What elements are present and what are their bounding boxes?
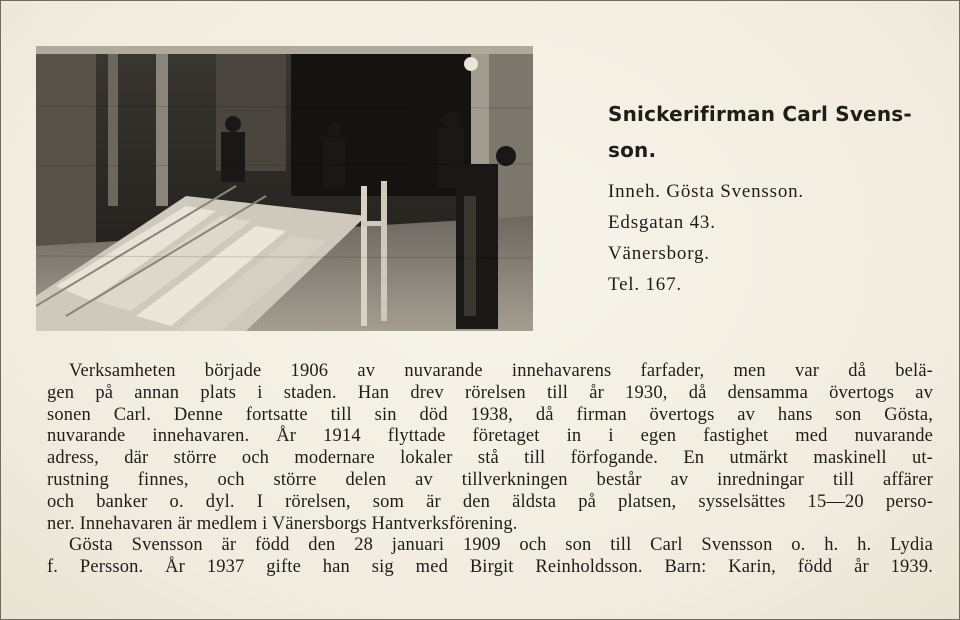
text-line: f. Persson. År 1937 gifte han sig med Birgit Reinholdsson. Barn: Karin, född år 1939. [47,557,933,578]
text-line: Gösta Svensson är född den 28 januari 1909 och son till Carl Svensson o. h. h. Lydia [69,535,933,556]
text-line: rustning finnes, och större delen av tillverkningen består av inredningar till affärer [47,469,933,490]
text-line: gen på annan plats i staden. Han drev rörelsen till år 1930, då densamma övertogs av [47,382,933,403]
company-title [608,96,938,168]
text-line: Verksamheten började 1906 av nuvarande innehavarens farfader, men var då belä- [69,361,933,381]
city-line: Vänersborg. [608,243,710,264]
owner-line: Inneh. Gösta Svensson. [608,181,804,202]
company-description [47,361,933,579]
text-line: ner. Innehavaren är medlem i Vänersborgs Hantverksförening. [47,513,518,534]
text-line: sonen Carl. Denne fortsatte till sin död 1938, då firman övertogs av hans son Gösta, [47,404,933,425]
company-title-line-2: son. [608,138,657,162]
workshop-photo [36,46,533,331]
company-header [608,96,938,300]
text-line: adress, där större och modernare lokaler stå till förfogande. En utmärkt maskinell ut- [47,448,933,469]
address-line: Edsgatan 43. [608,212,716,233]
phone-line: Tel. 167. [608,274,682,295]
text-line: nuvarande innehavaren. År 1914 flyttade företaget in i egen fastighet med nuvarande [47,426,933,447]
company-title-line-1: Snickerifirman Carl Svens- [608,102,912,126]
text-line: och banker o. dyl. I rörelsen, som är den äldsta på platsen, sysselsättes 15—20 perso- [47,491,933,512]
